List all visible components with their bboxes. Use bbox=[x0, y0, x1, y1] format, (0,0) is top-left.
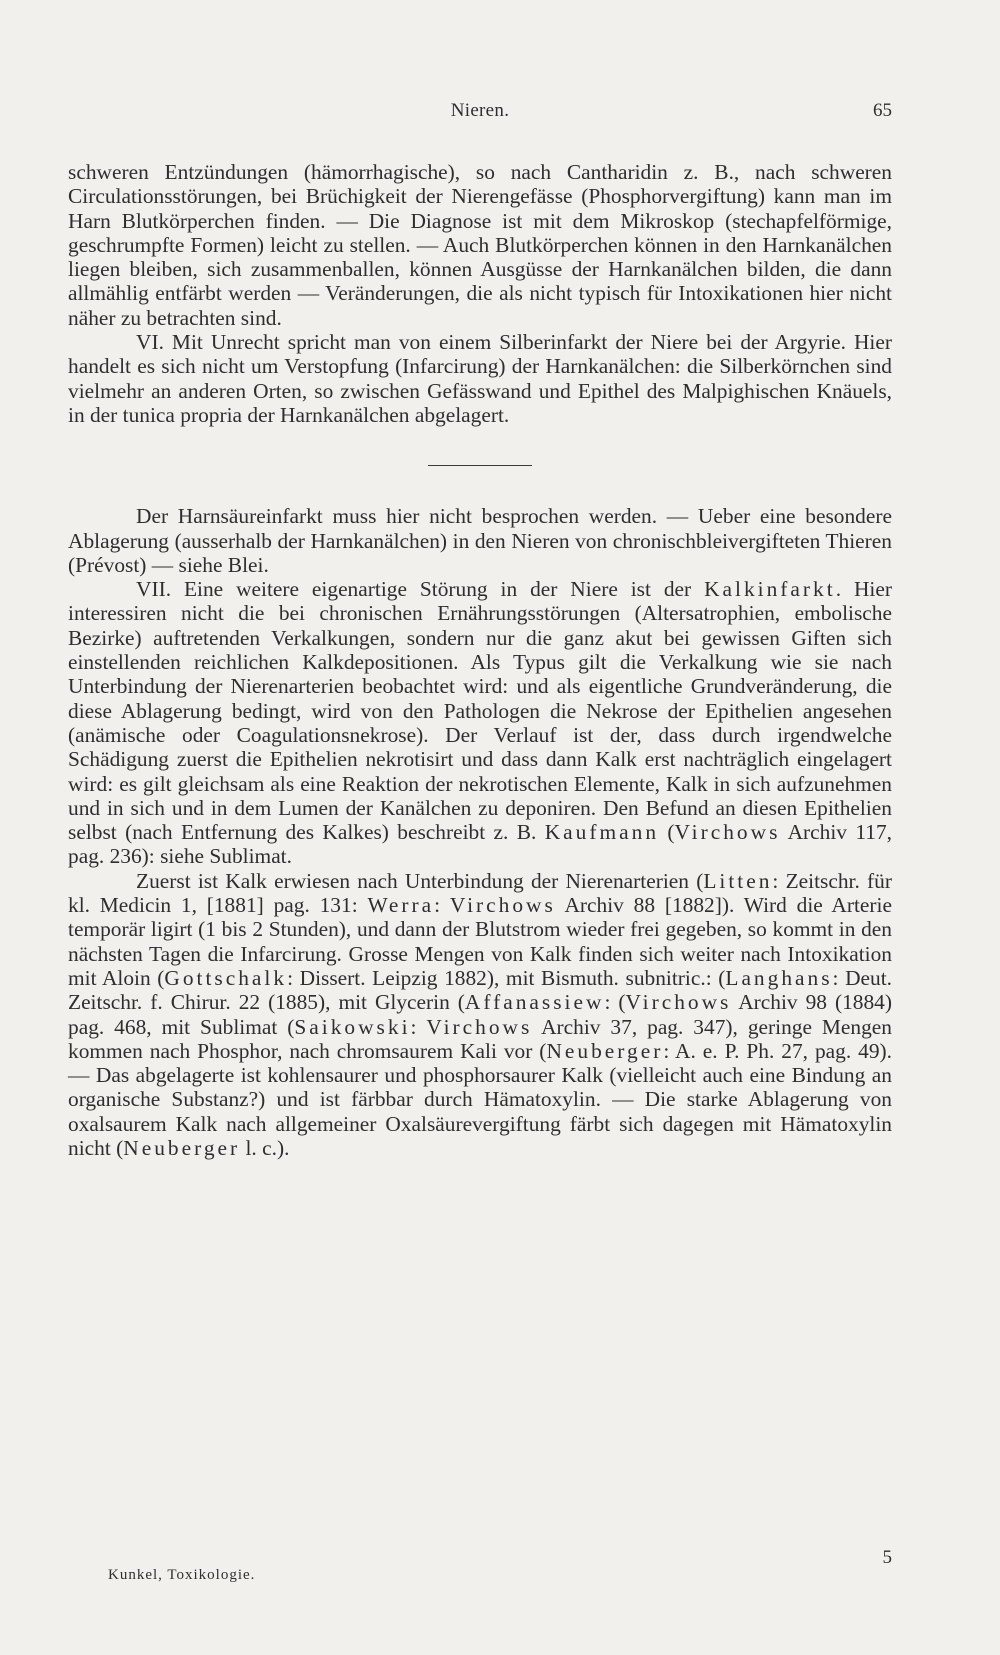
author-name: Werra bbox=[367, 893, 435, 918]
paragraph-1: schweren Entzündungen (hämorrhagische), so nach Cantharidin z. B., nach schweren Circulationsstörungen, bei Brüchigkeit der Nierengefässe (Phosphorvergiftung) kann man im Harn Blutkörperchen finden. — Die Diagnose ist mit dem Mikroskop (stechapfelförmige, geschrumpfte Formen) leicht zu stellen. — Auch Blutkörperchen können in den Harnkanälchen liegen bleiben, sich zusammenballen, können Ausgüsse der Harnkanälchen bilden, die dann allmählig entfärbt werden — Veränderungen, die als nicht typisch für Intoxikationen hier nicht näher zu betrachten sind. bbox=[68, 160, 892, 330]
footer-imprint bbox=[108, 1567, 255, 1584]
text-run: : A. e. P. Ph. 27, pag. 49). — Das abgelagerte ist kohlensaurer und phosphorsaurer Kalk (vielleicht auch eine Bindung an organische Substanz?) und ist färbbar durch Hämatoxylin. — Die starke Ablagerung von oxalsaurem Kalk nach allgemeiner Oxalsäurevergiftung färbt sich dagegen mit Hämatoxylin nicht ( bbox=[68, 1038, 892, 1160]
paragraph-2: VI. Mit Unrecht spricht man von einem Silberinfarkt der Niere bei der Argyrie. Hier handelt es sich nicht um Verstopfung (Infarcirung) der Harnkanälchen: die Silberkörnchen sind vielmehr an anderen Orten, so zwischen Gefässwand und Epithel des Malpighischen Knäuels, in der tunica propria der Harnkanälchen abgelagert. bbox=[68, 330, 892, 427]
page-footer bbox=[108, 1547, 892, 1583]
text-run: : bbox=[410, 1014, 427, 1039]
text-run: l. c.). bbox=[240, 1135, 290, 1160]
text-run: Archiv 98 (1884) pag. 468, mit Sublimat ( bbox=[68, 990, 892, 1039]
author-name: Neuberger bbox=[123, 1135, 241, 1160]
author-name: Neuberger bbox=[546, 1038, 664, 1063]
text-run: . Hier interessiren nicht die bei chronischen Ernährungsstörungen (Altersatrophien, embolische Bezirke) auftretenden Verkalkungen, sondern nur die ganz akut bei gewissen Giften sich einstellenden reichlichen Kalkdepositionen. Als Typus gilt die Verkalkung wie sie nach Unterbindung der Nierenarterien beobachtet wird: und als eigentliche Grundveränderung, die diese Ablagerung bedingt, wird von den Pathologen die Nekrose der Epithelien angesehen (anämische oder Coagulationsnekrose). Der Verlauf ist der, dass durch irgendwelche Schädigung zuerst die Epithelien nekrotisirt und dass dann Kalk erst nachträglich eingelagert wird: es gilt gleichsam als eine Reaktion der nekrotischen Elemente, Kalk in sich aufzunehmen und in sich und in dem Lumen der Kanälchen zu deponiren. Den Befund an diesen Epithelien selbst (nach Entfernung des Kalkes) beschreibt z. B. bbox=[68, 577, 892, 845]
emphasis-term: Kalkinfarkt bbox=[704, 577, 836, 602]
text-run: Archiv 117, pag. 236): siehe Sublimat. bbox=[68, 820, 892, 869]
text-run: Archiv 37, pag. 347), geringe Mengen kommen nach Phosphor, nach chromsaurem Kali vor ( bbox=[68, 1014, 893, 1063]
signature-mark: 5 bbox=[882, 1547, 892, 1568]
page-number: 65 bbox=[873, 100, 892, 121]
section-separator bbox=[428, 465, 532, 466]
footer-title: , Toxikologie. bbox=[158, 1567, 256, 1583]
text-run: ( bbox=[659, 820, 675, 845]
author-name: Kaufmann bbox=[544, 820, 660, 845]
text-run: VII. Eine weitere eigenartige Störung in der Niere ist der bbox=[136, 577, 705, 602]
author-name: Saikowski bbox=[294, 1014, 411, 1039]
text-run: Zuerst ist Kalk erwiesen nach Unterbindung der Nierenarterien ( bbox=[136, 868, 704, 893]
text-run: : Dissert. Leipzig 1882), mit Bismuth. subnitric.: ( bbox=[287, 965, 726, 990]
author-name: Virchows bbox=[449, 893, 556, 918]
paragraph-3: Der Harnsäureinfarkt muss hier nicht besprochen werden. — Ueber eine besondere Ablagerung (ausserhalb der Harnkanälchen) in den Nieren von chronischbleivergifteten Thieren (Prévost) — siehe Blei. bbox=[68, 504, 892, 577]
text-run: Archiv 88 [1882]). Wird die Arterie temporär ligirt (1 bis 2 Stunden), und dann der Blutstrom wieder frei gegeben, so kommt in den nächsten Tagen die Infarcirung. Grosse Mengen von Kalk finden sich weiter nach Intoxikation mit Aloin ( bbox=[68, 893, 892, 990]
author-name: Langhans bbox=[725, 965, 833, 990]
footer-author: Kunkel bbox=[108, 1567, 159, 1583]
author-name: Gottschalk bbox=[164, 965, 288, 990]
author-name: Virchows bbox=[625, 990, 732, 1015]
running-title: Nieren. bbox=[450, 100, 510, 121]
page-body bbox=[68, 160, 892, 1160]
author-name: Affanassiew bbox=[464, 990, 605, 1015]
text-run: : Zeitschr. für kl. Medicin 1, [1881] pag. 131: bbox=[68, 868, 892, 918]
paragraph-4 bbox=[68, 577, 892, 869]
page-header bbox=[68, 100, 892, 126]
text-run: : Deut. Zeitschr. f. Chirur. 22 (1885), mit Glycerin ( bbox=[68, 965, 893, 1015]
text-run: : bbox=[434, 893, 450, 918]
paragraph-5 bbox=[68, 869, 892, 1161]
text-run: : ( bbox=[604, 990, 626, 1015]
author-name: Litten bbox=[703, 868, 773, 893]
author-name: Virchows bbox=[674, 820, 781, 845]
author-name: Virchows bbox=[426, 1014, 533, 1039]
